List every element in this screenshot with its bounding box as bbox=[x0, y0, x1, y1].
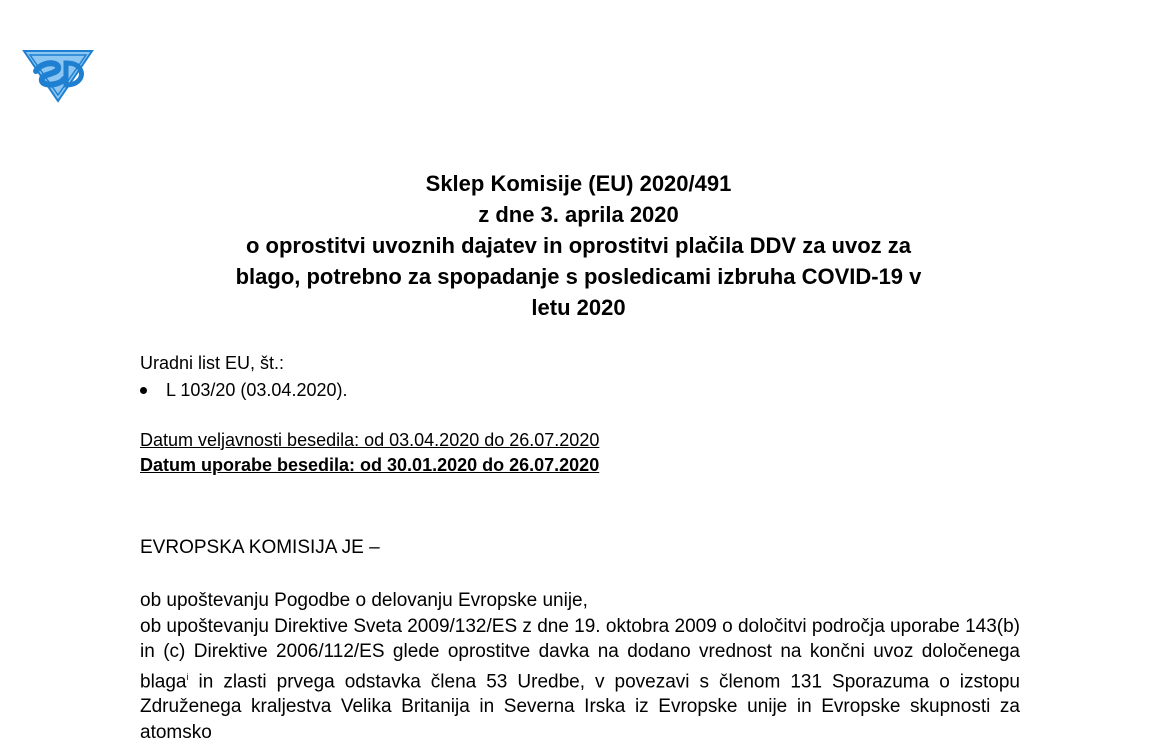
document-title bbox=[100, 168, 1057, 323]
title-line: blago, potrebno za spopadanje s posledicami izbruha COVID-19 v bbox=[100, 261, 1057, 292]
preamble-body bbox=[140, 588, 1020, 745]
sd-logo bbox=[20, 47, 96, 105]
title-line: z dne 3. aprila 2020 bbox=[100, 199, 1057, 230]
journal-list-item bbox=[140, 377, 347, 404]
title-line: letu 2020 bbox=[100, 292, 1057, 323]
journal-item-text: L 103/20 (03.04.2020). bbox=[166, 380, 347, 400]
paragraph-text: in zlasti prvega odstavka člena 53 Uredbe, v povezavi s členom 131 Sporazuma o izstopu Združenega kraljestva Velika Britanija in Severna Irska iz Evropske unije in Evropske skupnosti za atomsko bbox=[140, 671, 1020, 743]
validity-date: Datum veljavnosti besedila: od 03.04.2020 do 26.07.2020 bbox=[140, 428, 599, 453]
title-line: o oprostitvi uvoznih dajatev in oprostitvi plačila DDV za uvoz za bbox=[100, 230, 1057, 261]
footnote-marker[interactable]: i bbox=[187, 672, 189, 682]
journal-reference bbox=[140, 350, 347, 404]
paragraph-text: ob upoštevanju Direktive Sveta 2009/132/ES z dne 19. oktobra 2009 o določitvi področja uporabe 143(b) in (c) Direktive 2006/112/ES glede oprostitve davka na dodano vrednost na končni uvoz določenega blaga bbox=[140, 616, 1020, 692]
bullet-icon bbox=[140, 387, 147, 394]
journal-list bbox=[140, 377, 347, 404]
application-date: Datum uporabe besedila: od 30.01.2020 do 26.07.2020 bbox=[140, 453, 599, 478]
preamble-heading: EVROPSKA KOMISIJA JE – bbox=[140, 535, 380, 561]
preamble-paragraph bbox=[140, 614, 1020, 745]
preamble-paragraph: ob upoštevanju Pogodbe o delovanju Evropske unije, bbox=[140, 588, 1020, 614]
journal-label: Uradni list EU, št.: bbox=[140, 350, 347, 377]
validity-dates bbox=[140, 428, 599, 478]
title-line: Sklep Komisije (EU) 2020/491 bbox=[100, 168, 1057, 199]
